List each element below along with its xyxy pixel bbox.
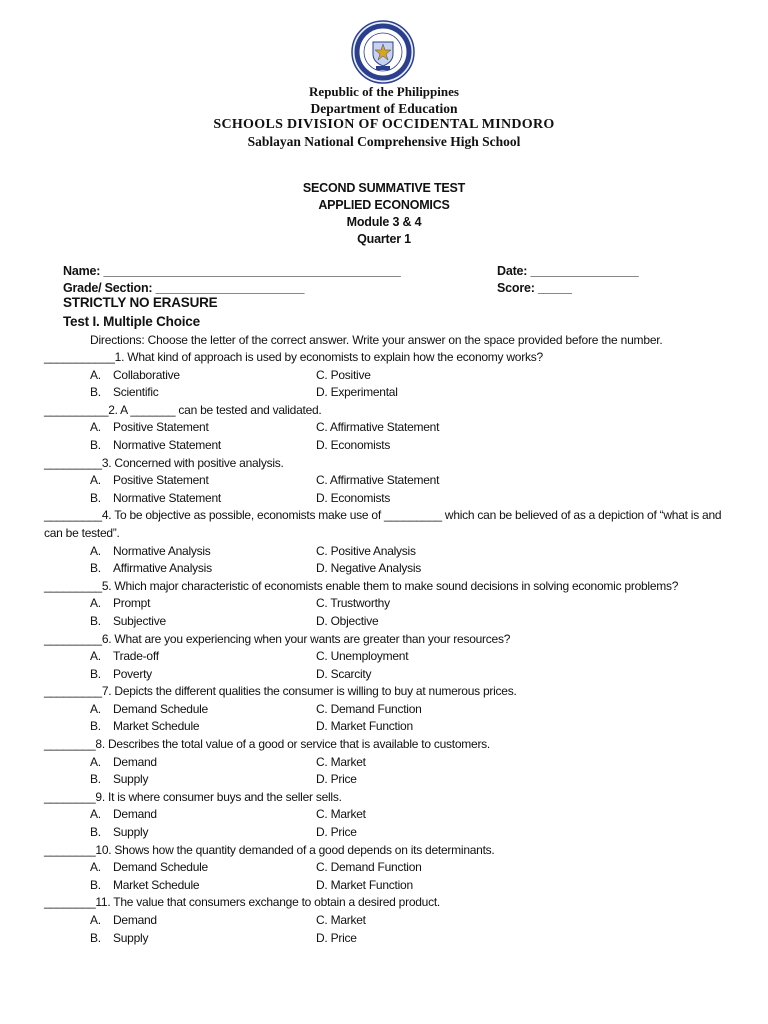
answer-option [90,490,221,508]
option-letter: C. [316,596,328,611]
answer-option [316,437,390,455]
question-text: _________3. Concerned with positive analysis. [44,455,284,470]
answer-option [316,877,413,895]
header-division: SCHOOLS DIVISION OF OCCIDENTAL MINDORO [213,117,555,132]
header [0,84,768,150]
date-field[interactable]: Date: ________________ [497,264,639,278]
option-text: Prompt [113,596,151,611]
question-item [44,683,734,736]
option-text: Demand [113,807,157,822]
answer-option [90,384,159,402]
question-text: ________9. It is where consumer buys and the seller sells. [44,789,342,804]
option-text: Demand Function [330,701,422,716]
option-letter: B. [90,437,101,452]
title-module: Module 3 & 4 [346,215,422,229]
option-row [44,859,734,877]
option-letter: D. [316,666,328,681]
answer-option [90,701,208,719]
option-letter: C. [316,649,328,664]
question-text: _________6. What are you experiencing when your wants are greater than your resources? [44,631,511,646]
question-item [44,631,734,684]
answer-option [90,367,180,385]
option-text: Price [330,772,357,787]
option-letter: D. [316,877,328,892]
option-text: Affirmative Statement [329,420,440,435]
option-letter: B. [90,877,101,892]
answer-option [90,824,148,842]
answer-option [90,859,208,877]
option-text: Experimental [330,385,398,400]
question-item [44,349,734,402]
answer-option [316,701,422,719]
name-field[interactable]: Name: ____________________________________________ [63,264,401,278]
question-text: __________2. A _______ can be tested and validated. [44,402,322,417]
option-letter: B. [90,666,101,681]
option-letter: A. [90,420,101,435]
option-letter: D. [316,930,328,945]
option-text: Subjective [113,613,166,628]
option-row [44,824,734,842]
answer-option [90,718,199,736]
option-text: Market [330,913,366,927]
option-text: Market [330,754,366,769]
option-letter: B. [90,490,101,505]
option-text: Objective [330,613,379,628]
answer-option [90,419,209,437]
answer-option [90,754,157,772]
answer-option [316,824,357,842]
deped-seal-icon [351,20,415,84]
option-text: Trade-off [113,649,159,664]
option-text: Market Function [330,719,413,734]
option-row [44,806,734,824]
answer-option [316,419,439,437]
answer-option [90,543,211,561]
option-text: Trustworthy [330,596,390,611]
option-letter: C. [316,754,328,769]
option-row [44,754,734,772]
option-letter: D. [316,437,328,452]
answer-option [316,560,421,578]
option-text: Negative Analysis [330,561,422,576]
option-text: Market Function [330,877,413,892]
option-letter: B. [90,772,101,787]
answer-option [90,771,148,789]
option-text: Market Schedule [113,877,200,892]
answer-option [316,930,357,948]
option-text: Normative Analysis [113,543,211,558]
title-quarter: Quarter 1 [357,232,411,246]
title-subject: APPLIED ECONOMICS [318,198,450,212]
answer-option [316,367,371,385]
option-letter: C. [316,701,328,716]
option-letter: C. [316,913,328,927]
option-letter: A. [90,860,101,875]
answer-option [316,859,422,877]
header-department: Department of Education [310,100,458,116]
answer-option [90,930,148,948]
grade-section-field[interactable]: Grade/ Section: ______________________ [63,281,305,295]
test-title [0,180,768,248]
answer-option [90,472,209,490]
header-republic: Republic of the Philippines [309,84,459,99]
option-text: Price [330,825,357,840]
question-text: _________5. Which major characteristic of economists enable them to make sound decisions in solving economic problems? [44,578,679,593]
option-row [44,543,734,561]
option-row [44,595,734,613]
question-item [44,842,734,895]
option-letter: C. [316,473,328,488]
option-letter: C. [316,420,328,435]
test-heading: Test I. Multiple Choice [63,314,200,329]
option-letter: C. [316,367,328,382]
answer-option [90,613,166,631]
option-text: Demand Schedule [113,701,208,716]
question-text: _________7. Depicts the different qualities the consumer is willing to buy at numerous prices. [44,684,517,699]
option-row [44,472,734,490]
option-letter: A. [90,367,101,382]
option-letter: A. [90,701,101,716]
option-text: Positive Analysis [330,543,416,558]
option-letter: B. [90,385,101,400]
answer-option [316,490,390,508]
option-letter: A. [90,543,101,558]
option-letter: C. [316,860,328,875]
option-row [44,419,734,437]
answer-option [316,613,378,631]
option-row [44,771,734,789]
question-text: ________11. The value that consumers exchange to obtain a desired product. [44,895,441,910]
option-letter: B. [90,825,101,840]
option-row [44,912,734,930]
question-item [44,894,734,947]
option-row [44,877,734,895]
no-erasure-notice: STRICTLY NO ERASURE [63,295,218,310]
option-row [44,490,734,508]
option-letter: A. [90,754,101,769]
question-item [44,402,734,455]
answer-option [90,912,157,930]
option-text: Affirmative Statement [329,473,440,488]
answer-option [90,877,199,895]
answer-option [90,648,159,666]
answer-option [316,912,366,930]
option-text: Unemployment [330,649,409,664]
option-text: Normative Statement [113,490,221,505]
question-item [44,578,734,631]
option-letter: B. [90,719,101,734]
option-letter: C. [316,543,328,558]
question-text: ________8. Describes the total value of a good or service that is available to customers. [44,737,491,752]
answer-option [90,595,150,613]
option-letter: A. [90,473,101,488]
option-row [44,384,734,402]
score-field[interactable]: Score: _____ [497,281,572,295]
option-row [44,613,734,631]
answer-option [90,666,152,684]
answer-option [316,472,439,490]
directions: Directions: Choose the letter of the correct answer. Write your answer on the space provided before the number. [90,333,663,347]
option-text: Demand Schedule [113,860,208,875]
answer-option [316,543,416,561]
answer-option [316,384,398,402]
option-text: Supply [113,930,149,945]
question-item [44,736,734,789]
answer-option [316,806,366,824]
answer-option [316,648,408,666]
answer-option [90,437,221,455]
answer-option [316,718,413,736]
option-row [44,666,734,684]
option-text: Demand Function [330,860,422,875]
question-item [44,507,734,577]
option-letter: D. [316,490,328,505]
option-letter: A. [90,649,101,664]
option-text: Poverty [113,666,152,681]
question-text: _________4. To be objective as possible, economists make use of _________ which can be believed of as a depiction of “what is and can be tested”. [44,508,722,540]
option-text: Scarcity [330,666,372,681]
option-text: Collaborative [113,367,180,382]
option-letter: D. [316,719,328,734]
option-letter: B. [90,561,101,576]
answer-option [316,754,366,772]
question-text: ___________1. What kind of approach is used by economists to explain how the economy works? [44,350,543,364]
option-text: Scientific [113,385,159,400]
question-item [44,455,734,508]
answer-option [90,806,157,824]
title-test: SECOND SUMMATIVE TEST [302,181,466,195]
answer-option [316,666,371,684]
option-letter: B. [90,613,101,628]
option-text: Economists [330,490,391,505]
option-row [44,437,734,455]
option-text: Positive Statement [113,420,209,435]
option-letter: A. [90,807,101,822]
option-text: Demand [113,913,157,927]
option-letter: B. [90,930,101,945]
option-row [44,718,734,736]
option-text: Economists [330,437,391,452]
option-text: Normative Statement [113,437,221,452]
answer-option [316,771,357,789]
option-letter: A. [90,913,101,927]
option-text: Market Schedule [113,719,200,734]
option-text: Demand [113,754,157,769]
option-text: Positive Statement [113,473,209,488]
option-letter: D. [316,613,328,628]
option-text: Supply [113,825,149,840]
header-school: Sablayan National Comprehensive High School [247,133,521,149]
option-text: Market [330,807,366,822]
option-letter: D. [316,825,328,840]
answer-option [316,595,390,613]
option-letter: D. [316,561,328,576]
option-letter: A. [90,596,101,611]
answer-option [90,560,212,578]
option-text: Price [330,930,357,945]
option-letter: D. [316,772,328,787]
option-row [44,930,734,948]
option-row [44,367,734,385]
question-list [44,349,734,947]
option-row [44,560,734,578]
option-text: Positive [330,367,371,382]
option-text: Supply [113,772,149,787]
question-item [44,789,734,842]
question-text: ________10. Shows how the quantity demanded of a good depends on its determinants. [44,842,495,857]
option-letter: D. [316,385,328,400]
option-text: Affirmative Analysis [113,561,212,576]
option-letter: C. [316,807,328,822]
option-row [44,648,734,666]
option-row [44,701,734,719]
